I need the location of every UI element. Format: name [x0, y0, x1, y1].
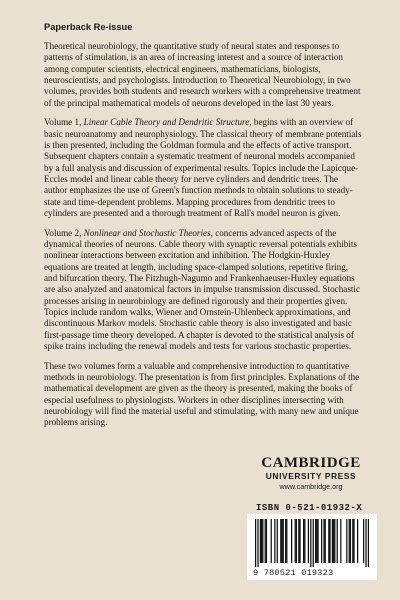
- barcode-bar: [261, 519, 262, 563]
- barcode-bar: [357, 519, 358, 563]
- barcode-bar: [304, 519, 305, 563]
- barcode-bar: [291, 519, 292, 563]
- volume1-text: begins with an overview of basic neuroanatomy and neurophysiology. The classical theory of membrane potentials is then presented, including the Goldman formula and the effects of active transport. Subsequent chapters contain a systematic treatment of neuronal models accompanied by a full analysis and discussion of experimental results. Topics include the Lapicque-Eccles model and linear cable theory for nerve cylinders and dendritic trees. The author emphasizes the use of Green's function methods to obtain solutions to steady-state and time-dependent problems. Mapping procedures from dendritic trees to cylinders are presented and a thorough treatment of Rall's model neuron is given.: [44, 117, 362, 218]
- volume2-title: Nonlinear and Stochastic Theories,: [83, 227, 213, 238]
- barcode-bar: [325, 519, 326, 563]
- barcode-bar: [265, 519, 266, 563]
- barcode-bar: [285, 519, 286, 563]
- barcode-bar: [350, 519, 351, 563]
- barcode-bar: [333, 519, 334, 563]
- publisher-brand: CAMBRIDGE: [261, 455, 361, 471]
- barcode-bar: [257, 519, 258, 567]
- barcode-bar: [353, 519, 354, 563]
- barcode-bar: [313, 519, 314, 567]
- barcode-bar: [321, 519, 322, 563]
- barcode-bar: [328, 519, 329, 563]
- barcode-bar: [299, 519, 300, 563]
- barcode-bar: [296, 519, 297, 563]
- volume1-prefix: Volume 1,: [44, 117, 84, 128]
- barcode-bar: [308, 519, 309, 563]
- barcode-bar: [277, 519, 278, 563]
- volume2-paragraph: [44, 228, 362, 353]
- barcode-bar: [349, 519, 350, 563]
- barcode-bar: [332, 519, 333, 563]
- barcode-bar: [316, 519, 317, 563]
- barcode-bar: [334, 519, 335, 563]
- volume2-text: concerns advanced aspects of the dynamical theories of neurons. Cable theory with synaptic reversal potentials exhibits nonlinear interactions between excitation and inhibition. The Hodgkin-Huxley equations are treated at length, including space-clamped solutions, repetitive firing, and bifurcation theory. The Fitzhugh-Nagumo and Frankenhaeuser-Huxley equations are also analyzed and anatomical factors in impulse transmission discussed. Stochastic processes arising in neurobiology are defined rigorously and their properties given. Topics include random walks, Wiener and Ornstein-Uhlenbeck approximations, and discontinuous Markov models. Stochastic cable theory is also investigated and basic first-passage time theory developed. A chapter is devoted to the statistical analysis of spike trains including the renewal models and tests for various stochastic properties.: [44, 227, 360, 351]
- barcode-bar: [298, 519, 299, 563]
- barcode-bar: [368, 519, 369, 567]
- volume1-title: Linear Cable Theory and Dendritic Structure,: [83, 117, 252, 128]
- summary-text: These two volumes form a valuable and comprehensive introduction to quantitative methods in neurobiology. The presentation is from first principles. Explanations of the mathematical development are given as the theory is presented, making the books of especial usefulness to physiologists. Workers in other disciplines intersecting with neurobiology will find the material useful and stimulating, with many new and unique problems arising.: [44, 360, 360, 428]
- back-cover-text: [44, 22, 362, 437]
- isbn-label: ISBN 0-521-01932-X: [256, 503, 363, 513]
- barcode-bar: [340, 519, 341, 563]
- barcode-bar: [280, 519, 281, 563]
- volume2-prefix: Volume 2,: [44, 227, 84, 238]
- barcode-bar: [365, 519, 366, 567]
- barcode-bar: [262, 519, 263, 563]
- barcode-bar: [337, 519, 338, 563]
- barcode-bar: [274, 519, 275, 563]
- barcode-bar: [295, 519, 296, 563]
- barcode: [247, 514, 377, 580]
- barcode-bar: [266, 519, 267, 563]
- barcode-bar: [363, 519, 364, 563]
- publisher-url: www.cambridge.org: [279, 482, 343, 491]
- barcode-bar: [310, 519, 311, 567]
- barcode-bar: [323, 519, 324, 563]
- barcode-bar: [281, 519, 282, 563]
- barcode-digits: 9 780521 019323: [253, 568, 334, 578]
- barcode-bar: [286, 519, 287, 563]
- barcode-bar: [352, 519, 353, 563]
- barcode-bar: [260, 519, 261, 563]
- barcode-bar: [346, 519, 347, 563]
- summary-paragraph: [44, 361, 362, 429]
- reissue-heading: Paperback Re-issue: [44, 22, 133, 32]
- intro-text: Theoretical neurobiology, the quantitative study of neural states and responses to patterns of stimulation, is an area of increasing interest and a source of interaction among computer scientists, electrical engineers, mathematicians, biologists, neuroscientists, and psychologists. Introduction to Theoretical Neurobiology, in two volumes, provides both students and research workers with a comprehensive treatment of the principal mathematical models of neurons developed in the last 30 years.: [44, 41, 361, 108]
- volume1-paragraph: [44, 117, 362, 219]
- publisher-logo: [251, 455, 371, 491]
- barcode-bar: [255, 519, 256, 567]
- publisher-subtitle: UNIVERSITY PRESS: [265, 471, 357, 481]
- barcode-bar: [283, 519, 284, 563]
- barcode-bar: [329, 519, 330, 563]
- barcode-bar: [317, 519, 318, 563]
- intro-paragraph: [44, 41, 362, 109]
- barcode-bar: [303, 519, 304, 563]
- barcode-bar: [271, 519, 272, 563]
- barcode-bar: [315, 519, 316, 563]
- barcode-bars: [255, 519, 369, 567]
